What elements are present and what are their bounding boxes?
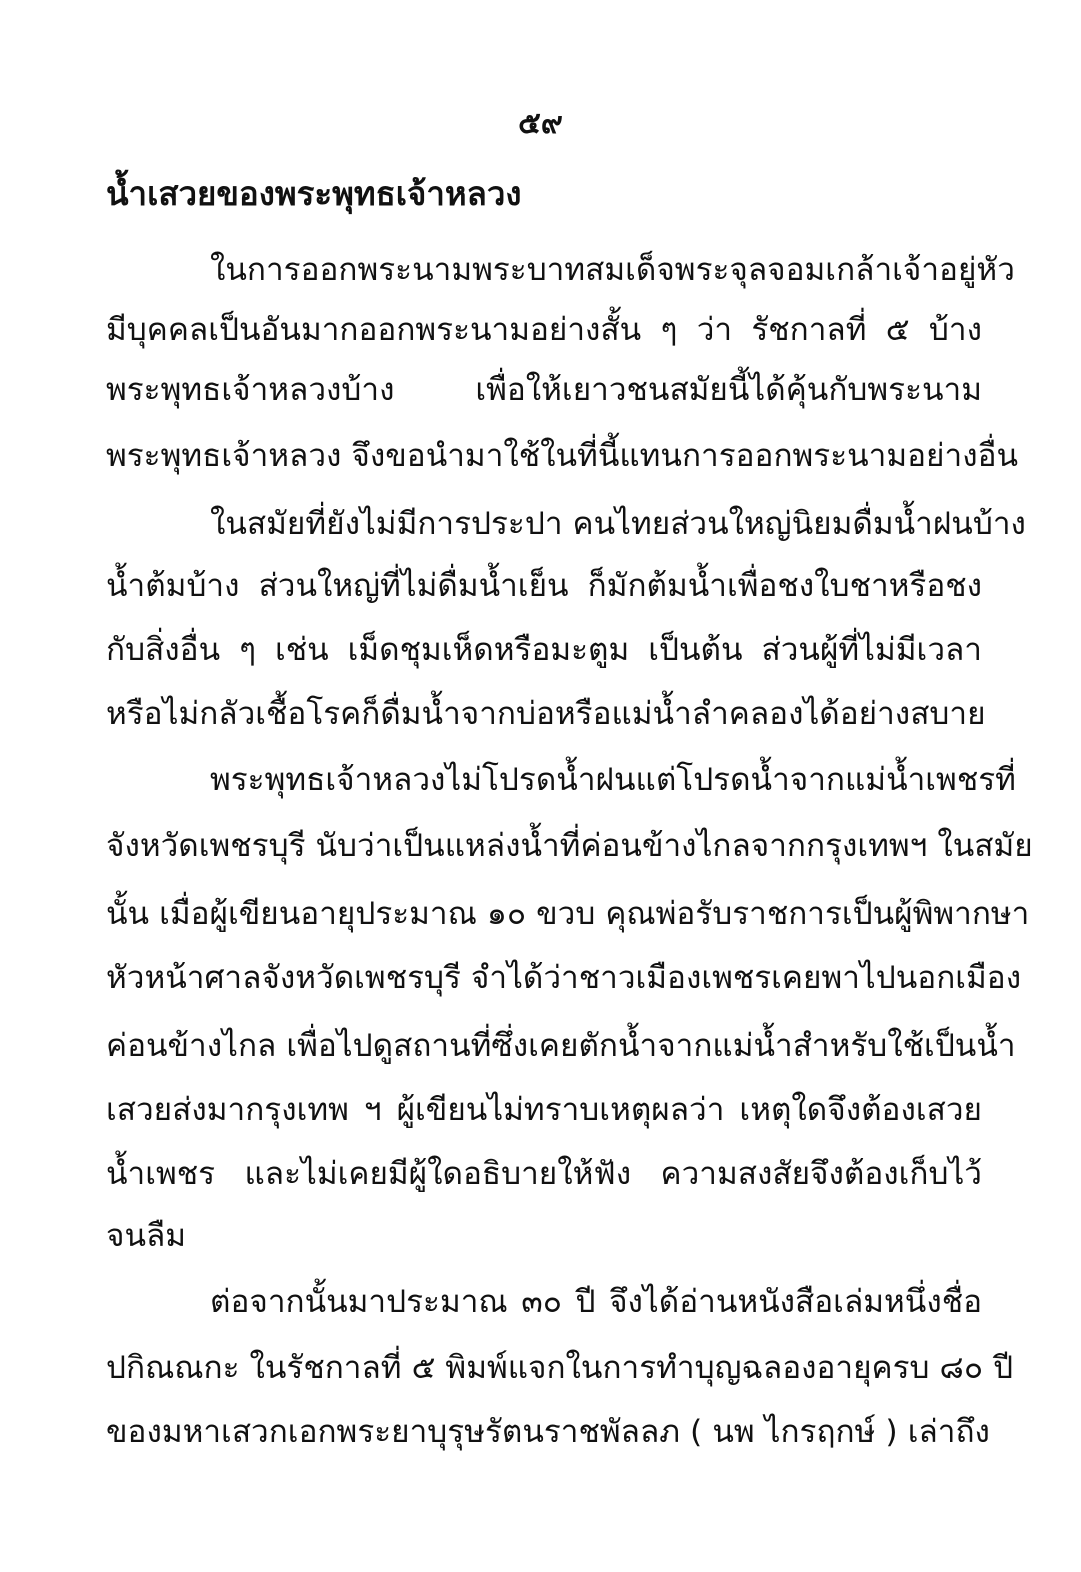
text-line: ต่อจากนั้นมาประมาณ ๓๐ ปี จึงได้อ่านหนังสือเล่มหนึ่งชื่อ (210, 1284, 982, 1320)
text-line: ในการออกพระนามพระบาทสมเด็จพระจุลจอมเกล้าเจ้าอยู่หัว (210, 252, 1015, 288)
text-line: น้ำเพชร และไม่เคยมีผู้ใดอธิบายให้ฟัง ความสงสัยจึงต้องเก็บไว้ (106, 1156, 982, 1192)
text-line: พระพุทธเจ้าหลวงบ้าง เพื่อให้เยาวชนสมัยนี้ได้คุ้นกับพระนาม (106, 372, 982, 408)
page-number: ๕๙ (518, 106, 563, 141)
section-heading: น้ำเสวยของพระพุทธเจ้าหลวง (106, 174, 522, 213)
text-line: น้ำต้มบ้าง ส่วนใหญ่ที่ไม่ดื่มน้ำเย็น ก็มักต้มน้ำเพื่อชงใบชาหรือชง (106, 568, 982, 604)
text-line: มีบุคคลเป็นอันมากออกพระนามอย่างสั้น ๆ ว่า รัชกาลที่ ๕ บ้าง (106, 312, 982, 348)
text-line: ค่อนข้างไกล เพื่อไปดูสถานที่ซึ่งเคยตักน้ำจากแม่น้ำสำหรับใช้เป็นน้ำ (106, 1028, 1016, 1064)
text-line: ปกิณณกะ ในรัชกาลที่ ๕ พิมพ์แจกในการทำบุญฉลองอายุครบ ๘๐ ปี (106, 1350, 1014, 1386)
text-line: ในสมัยที่ยังไม่มีการประปา คนไทยส่วนใหญ่นิยมดื่มน้ำฝนบ้าง (210, 506, 1026, 542)
text-line: นั้น เมื่อผู้เขียนอายุประมาณ ๑๐ ขวบ คุณพ่อรับราชการเป็นผู้พิพากษา (106, 896, 1030, 932)
text-line: หรือไม่กลัวเชื้อโรคก็ดื่มน้ำจากบ่อหรือแม่น้ำลำคลองได้อย่างสบาย (106, 696, 986, 732)
text-line: จังหวัดเพชรบุรี นับว่าเป็นแหล่งน้ำที่ค่อนข้างไกลจากกรุงเทพฯ ในสมัย (106, 828, 1033, 864)
text-line: พระพุทธเจ้าหลวงไม่โปรดน้ำฝนแต่โปรดน้ำจากแม่น้ำเพชรที่ (210, 762, 1016, 798)
text-line: พระพุทธเจ้าหลวง จึงขอนำมาใช้ในที่นี้แทนการออกพระนามอย่างอื่น (106, 438, 1019, 474)
text-line: กับสิ่งอื่น ๆ เช่น เม็ดชุมเห็ดหรือมะตูม เป็นต้น ส่วนผู้ที่ไม่มีเวลา (106, 632, 982, 668)
text-line: ของมหาเสวกเอกพระยาบุรุษรัตนราชพัลลภ ( นพ ไกรฤกษ์ ) เล่าถึง (106, 1414, 990, 1450)
text-line: เสวยส่งมากรุงเทพ ฯ ผู้เขียนไม่ทราบเหตุผลว่า เหตุใดจึงต้องเสวย (106, 1092, 982, 1128)
text-line: จนลืม (106, 1218, 187, 1254)
text-line: หัวหน้าศาลจังหวัดเพชรบุรี จำได้ว่าชาวเมืองเพชรเคยพาไปนอกเมือง (106, 960, 1022, 996)
